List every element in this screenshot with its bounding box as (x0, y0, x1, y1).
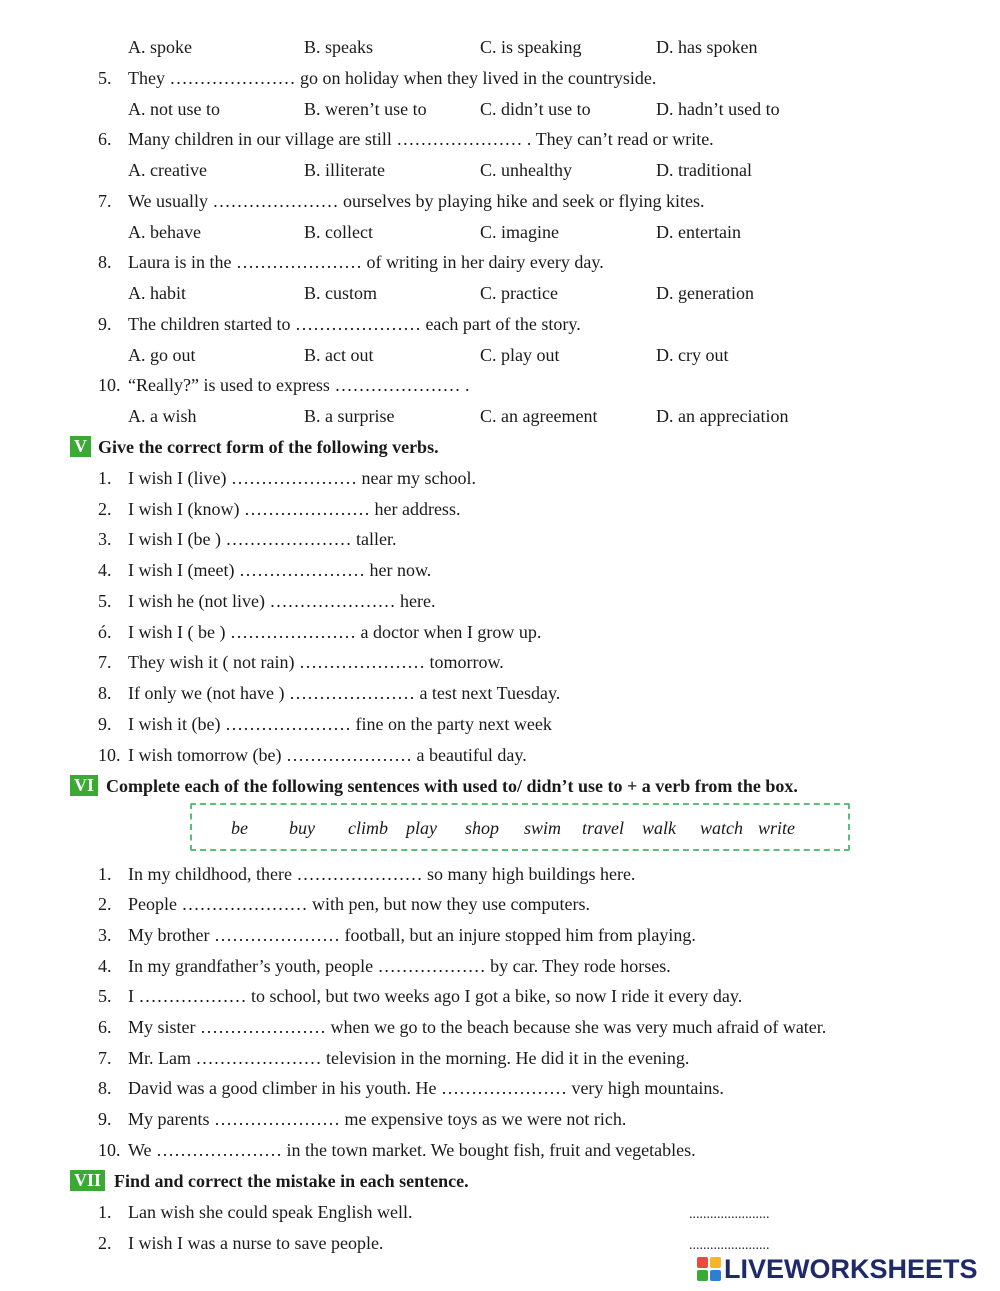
section-badge-vii: VII (70, 1170, 105, 1191)
question-number: 10. (98, 375, 121, 395)
option-b: B. collect (304, 222, 373, 242)
item-text: My parents ………………… me expensive toys as we were not rich. (128, 1109, 627, 1129)
option-b: B. act out (304, 345, 374, 365)
mc-options-7 (0, 221, 1000, 252)
option-a: A. habit (128, 283, 186, 303)
item-text: I wish I (be ) ………………… taller. (128, 529, 397, 549)
item-text: My sister ………………… when we go to the beach because she was very much afraid of water. (128, 1017, 827, 1037)
mc-options-9 (0, 344, 1000, 375)
item-text: In my childhood, there ………………… so many high buildings here. (128, 864, 636, 884)
item-text: If only we (not have ) ………………… a test next Tuesday. (128, 683, 561, 703)
box-word: play (406, 818, 437, 838)
logo-icon (697, 1257, 721, 1281)
item-text: I wish I (live) ………………… near my school. (128, 468, 476, 488)
mc-options-10 (0, 405, 1000, 436)
section-title-vi: Complete each of the following sentences with used to/ didn’t use to + a verb from the box. (106, 776, 798, 796)
item-number: 1. (98, 468, 112, 488)
item-text: I wish tomorrow (be) ………………… a beautiful day. (128, 745, 527, 765)
item-number: 5. (98, 986, 112, 1006)
option-c: C. is speaking (480, 37, 582, 57)
option-b: B. weren’t use to (304, 99, 427, 119)
verb-item (0, 621, 1000, 652)
option-c: C. unhealthy (480, 160, 572, 180)
option-d: D. hadn’t used to (656, 99, 780, 119)
box-word: climb (348, 818, 388, 838)
used-to-item (0, 1047, 1000, 1078)
item-text: Lan wish she could speak English well. (128, 1202, 413, 1222)
used-to-item (0, 1108, 1000, 1139)
option-b: B. illiterate (304, 160, 385, 180)
mc-question-7 (0, 190, 1000, 221)
option-d: D. cry out (656, 345, 729, 365)
mc-options-5 (0, 98, 1000, 129)
mc-options-6 (0, 159, 1000, 190)
option-c: C. an agreement (480, 406, 598, 426)
item-text: Mr. Lam ………………… television in the morning. He did it in the evening. (128, 1048, 690, 1068)
item-text: I wish I ( be ) ………………… a doctor when I grow up. (128, 622, 542, 642)
box-word: travel (582, 818, 624, 838)
item-text: I wish he (not live) ………………… here. (128, 591, 436, 611)
question-stem: “Really?” is used to express ………………… . (128, 375, 470, 395)
item-number: 8. (98, 683, 112, 703)
box-word: write (758, 818, 796, 838)
item-number: ó. (98, 622, 112, 642)
item-text: We ………………… in the town market. We bought fish, fruit and vegetables. (128, 1140, 696, 1160)
item-number: 5. (98, 591, 112, 611)
item-number: 2. (98, 499, 112, 519)
item-number: 1. (98, 864, 112, 884)
option-a: A. a wish (128, 406, 197, 426)
item-number: 3. (98, 925, 112, 945)
item-text: In my grandfather’s youth, people ……………… by car. They rode horses. (128, 956, 671, 976)
option-a: A. behave (128, 222, 201, 242)
question-stem: The children started to ………………… each part of the story. (128, 314, 581, 334)
verb-item (0, 651, 1000, 682)
item-number: 10. (98, 1140, 121, 1160)
answer-blank[interactable]: ....................... (689, 1207, 770, 1222)
used-to-item (0, 863, 1000, 894)
item-text: I ……………… to school, but two weeks ago I got a bike, so now I ride it every day. (128, 986, 743, 1006)
question-stem: We usually ………………… ourselves by playing hike and seek or flying kites. (128, 191, 705, 211)
option-c: C. didn’t use to (480, 99, 591, 119)
question-number: 9. (98, 314, 112, 334)
item-number: 2. (98, 894, 112, 914)
verb-item (0, 528, 1000, 559)
box-word: watch (700, 818, 743, 838)
item-text: I wish I (know) ………………… her address. (128, 499, 461, 519)
option-c: C. imagine (480, 222, 559, 242)
verb-item (0, 682, 1000, 713)
mc-question-5 (0, 67, 1000, 98)
box-word: shop (465, 818, 500, 838)
item-text: I wish I was a nurse to save people. (128, 1233, 384, 1253)
option-b: B. a surprise (304, 406, 395, 426)
item-text: People ………………… with pen, but now they use computers. (128, 894, 590, 914)
item-number: 9. (98, 1109, 112, 1129)
option-a: A. spoke (128, 37, 192, 57)
box-word: be (231, 818, 248, 838)
used-to-item (0, 893, 1000, 924)
item-number: 9. (98, 714, 112, 734)
item-number: 8. (98, 1078, 112, 1098)
question-number: 8. (98, 252, 112, 272)
option-a: A. creative (128, 160, 207, 180)
item-number: 6. (98, 1017, 112, 1037)
used-to-item (0, 1077, 1000, 1108)
box-word: buy (289, 818, 315, 838)
option-b: B. speaks (304, 37, 373, 57)
option-d: D. traditional (656, 160, 752, 180)
item-number: 7. (98, 1048, 112, 1068)
section-badge-v: V (70, 436, 91, 457)
item-text: David was a good climber in his youth. He ………………… very high mountains. (128, 1078, 724, 1098)
option-c: C. practice (480, 283, 558, 303)
used-to-item (0, 955, 1000, 986)
mc-options-8 (0, 282, 1000, 313)
mc-question-9 (0, 313, 1000, 344)
mc-question-10 (0, 374, 1000, 405)
option-d: D. has spoken (656, 37, 758, 57)
used-to-item (0, 985, 1000, 1016)
option-d: D. generation (656, 283, 754, 303)
verb-item (0, 498, 1000, 529)
item-text: I wish I (meet) ………………… her now. (128, 560, 432, 580)
box-word: swim (524, 818, 562, 838)
answer-blank[interactable]: ....................... (689, 1238, 770, 1253)
verb-item (0, 559, 1000, 590)
logo-text: LIVEWORKSHEETS (724, 1254, 978, 1284)
box-word: walk (642, 818, 676, 838)
option-d: D. an appreciation (656, 406, 789, 426)
section-badge-vi: VI (70, 775, 98, 796)
verb-item (0, 590, 1000, 621)
used-to-item (0, 1016, 1000, 1047)
option-c: C. play out (480, 345, 560, 365)
item-number: 3. (98, 529, 112, 549)
used-to-item (0, 924, 1000, 955)
option-a: A. not use to (128, 99, 220, 119)
question-stem: They ………………… go on holiday when they lived in the countryside. (128, 68, 657, 88)
q4-options (0, 36, 1000, 67)
verb-item (0, 713, 1000, 744)
word-box (190, 803, 850, 851)
item-number: 4. (98, 560, 112, 580)
question-stem: Laura is in the ………………… of writing in her dairy every day. (128, 252, 604, 272)
mistake-item (0, 1201, 1000, 1232)
verb-item (0, 467, 1000, 498)
used-to-item (0, 1139, 1000, 1170)
mc-question-8 (0, 251, 1000, 282)
question-number: 6. (98, 129, 112, 149)
item-text: My brother ………………… football, but an injure stopped him from playing. (128, 925, 696, 945)
question-stem: Many children in our village are still ………………… . They can’t read or write. (128, 129, 714, 149)
section-title-v: Give the correct form of the following verbs. (98, 437, 439, 457)
mc-question-6 (0, 128, 1000, 159)
item-text: I wish it (be) ………………… fine on the party next week (128, 714, 552, 734)
item-number: 1. (98, 1202, 112, 1222)
item-number: 10. (98, 745, 121, 765)
question-number: 7. (98, 191, 112, 211)
question-number: 5. (98, 68, 112, 88)
option-d: D. entertain (656, 222, 741, 242)
option-b: B. custom (304, 283, 378, 303)
item-number: 2. (98, 1233, 112, 1253)
item-number: 4. (98, 956, 112, 976)
section-title-vii: Find and correct the mistake in each sentence. (114, 1171, 469, 1191)
item-number: 7. (98, 652, 112, 672)
verb-item (0, 744, 1000, 775)
item-text: They wish it ( not rain) ………………… tomorrow. (128, 652, 504, 672)
option-a: A. go out (128, 345, 196, 365)
